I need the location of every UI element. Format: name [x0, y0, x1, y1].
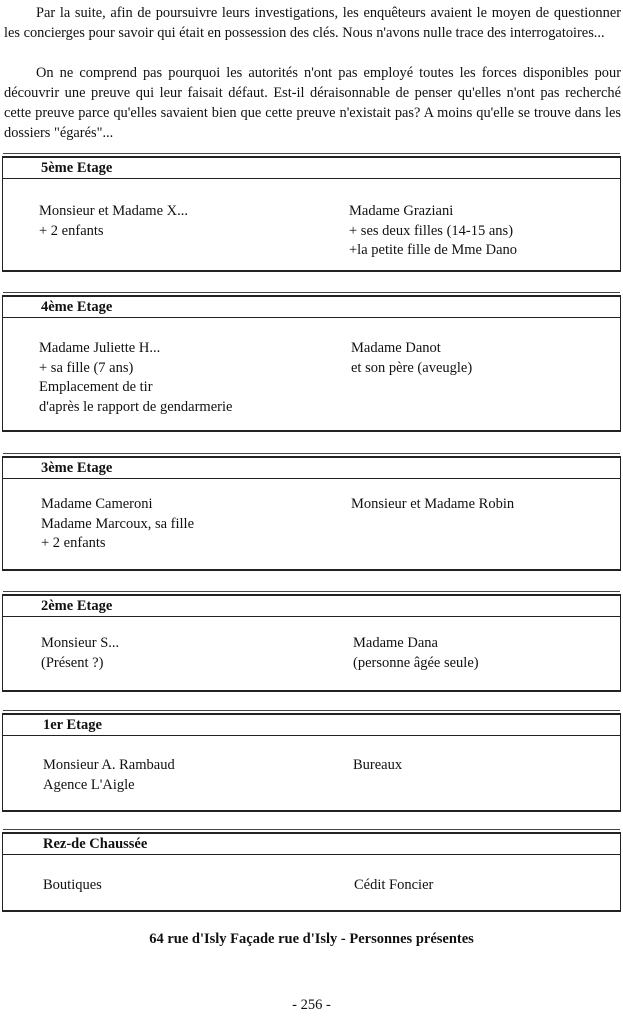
intro-paragraph-2: [4, 63, 621, 143]
floor-5-left-line: + 2 enfants: [39, 222, 104, 239]
floor-4-right-line: et son père (aveugle): [351, 359, 473, 376]
floor-2-left-column: [41, 634, 119, 673]
ground-floor-title: Rez-de Chaussée: [43, 836, 148, 852]
floor-2-right-column: [353, 634, 479, 673]
floor-4-left-line: Madame Juliette H...: [39, 340, 161, 356]
floor-4-right-column: [351, 339, 472, 378]
floor-3-header: [3, 458, 620, 479]
floor-1-header: [3, 715, 620, 736]
floor-5-left-line: Monsieur et Madame X...: [39, 203, 188, 219]
ground-floor-left-line: Boutiques: [43, 877, 102, 893]
floor-5-header: [3, 158, 620, 179]
floor-5-left-column: [39, 202, 188, 241]
ground-floor-box: [2, 832, 621, 912]
floor-4-left-line: + sa fille (7 ans): [39, 359, 134, 376]
floor-3-right-line: Monsieur et Madame Robin: [351, 496, 515, 512]
floor-2-title: 2ème Etage: [41, 598, 113, 614]
intro-paragraph-1-text: Par la suite, afin de poursuivre leurs investigations, les enquêteurs avaient le moyen de questionner les concierges pour savoir qui était en possession des clés. Nous n'avons nulle trace des interrogatoires...: [4, 5, 621, 41]
floor-4-box: [2, 295, 621, 432]
floor-5-right-column: [349, 202, 517, 261]
ground-floor-header: [3, 834, 620, 855]
floor-2-right-line: Madame Dana: [353, 635, 438, 651]
figure-caption: 64 rue d'Isly Façade rue d'Isly - Personnes présentes: [149, 931, 474, 947]
floor-1-right-column: [353, 756, 402, 776]
floor-3-box: [2, 456, 621, 571]
ground-floor-left-column: [43, 876, 102, 896]
floor-1-right-line: Bureaux: [353, 757, 403, 773]
floor-4-title: 4ème Etage: [41, 299, 113, 315]
ground-floor-right-column: [354, 876, 433, 896]
floor-3-left-line: Madame Marcoux, sa fille: [41, 515, 195, 532]
floor-1-left-column: [43, 756, 175, 795]
floor-5-box: [2, 156, 621, 272]
floor-2-header: [3, 596, 620, 617]
page-number: - 256 -: [292, 997, 331, 1013]
intro-paragraph-1: [4, 3, 621, 43]
floor-5-title: 5ème Etage: [41, 160, 113, 176]
floor-1-left-line: Monsieur A. Rambaud: [43, 757, 175, 773]
floor-1-left-line: Agence L'Aigle: [43, 776, 135, 793]
floor-5-right-line: +la petite fille de Mme Dano: [349, 242, 518, 258]
floor-4-right-line: Madame Danot: [351, 340, 441, 356]
floor-2-right-line: (personne âgée seule): [353, 654, 479, 671]
floor-3-title: 3ème Etage: [41, 460, 113, 476]
floor-1-box: [2, 713, 621, 812]
floor-2-left-line: Monsieur S...: [41, 635, 120, 651]
floor-3-left-line: + 2 enfants: [41, 535, 106, 551]
floor-4-left-column: [39, 339, 232, 417]
floor-4-left-line: d'après le rapport de gendarmerie: [39, 398, 233, 415]
ground-floor-right-line: Cédit Foncier: [354, 877, 434, 893]
floor-2-box: [2, 594, 621, 692]
floor-5-right-line: Madame Graziani: [349, 203, 454, 219]
floor-3-left-column: [41, 495, 194, 554]
floor-1-title: 1er Etage: [43, 717, 102, 733]
floor-4-left-line: Emplacement de tir: [39, 379, 153, 395]
floor-2-left-line: (Présent ?): [41, 654, 104, 671]
intro-paragraph-2-text: On ne comprend pas pourquoi les autorités n'ont pas employé toutes les forces disponibles pour découvrir une preuve qui leur faisait défaut. Est-il déraisonnable de penser qu'elles n'ont pas recherché cette preuve parce qu'elles savaient bien que cette preuve n'existait pas? A moins qu'elle se trouve dans les dossiers "égarés"...: [4, 65, 621, 141]
floor-3-right-column: [351, 495, 514, 515]
floor-4-header: [3, 297, 620, 318]
floor-3-left-line: Madame Cameroni: [41, 496, 153, 512]
floor-5-right-line: + ses deux filles (14-15 ans): [349, 222, 514, 239]
